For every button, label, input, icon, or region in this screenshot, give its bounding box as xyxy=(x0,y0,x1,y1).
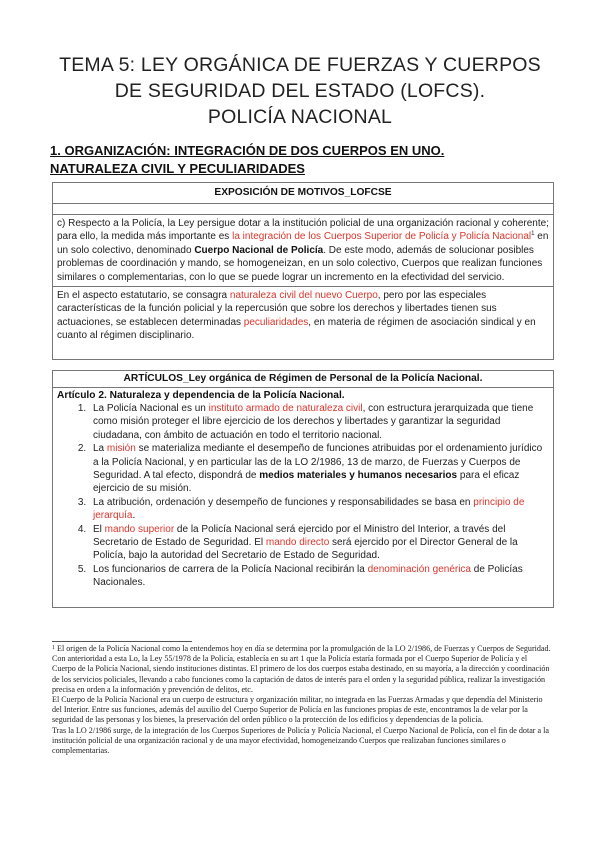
p2-highlight-peculiaridades: peculiaridades xyxy=(243,316,309,328)
item1-highlight: instituto armado de naturaleza civil xyxy=(208,403,363,414)
item3-text-a: La atribución, ordenación y desempeño de funciones y responsabilidades se basa en xyxy=(93,496,474,508)
article-2-list xyxy=(53,402,553,590)
item2-text-e: para el eficaz ejercicio de su misión. xyxy=(93,470,520,495)
motives-paragraph-1 xyxy=(53,215,553,286)
p2-text-c: , pero por las especiales características de la función policial y la repercusión que sobre los derechos y libertades tienen sus actuaciones, se establecen determinadas xyxy=(57,290,497,328)
item3-highlight: principio de jerarquía xyxy=(93,496,525,522)
p2-highlight-naturaleza-civil: naturaleza civil del nuevo Cuerpo xyxy=(229,290,378,302)
item4-text-c: de la Policía Nacional será ejercido por el Ministro del Interior, a través del Secretario de Estado de Seguridad. El xyxy=(93,523,506,549)
list-item xyxy=(89,563,547,590)
document-title xyxy=(40,52,560,130)
footnote-text-1: El origen de la Policía Nacional como la entendemos hoy en día se determina por la promulgación de la LO 2/1986, de Fuerzas y Cuerpos de Seguridad. Con anterioridad a esta Lo, la Ley 55/1978 de la Policía, establecía en su art 1 que la Policía estaría formada por el Cuerpo Superior de Policía y el Cuerpo de la Policía Nacional, siendo instituciones distintas. El primero de los dos cuerpos estaba destinado, en su mayoría, a la dirección y coordinación de los servicios policiales, llevando a cabo funciones como la captación de datos de interés para el orden y la seguridad pública, realizar la investigación precisa en orden a la información y prevención de delitos, etc. xyxy=(52,644,551,694)
item4-highlight-mando-directo: mando directo xyxy=(265,537,330,549)
item1-text-a: La Policía Nacional es un xyxy=(93,403,209,414)
item4-highlight-mando-superior: mando superior xyxy=(104,523,175,535)
item2-bold: medios materiales y humanos necesarios xyxy=(259,470,458,482)
title-line-1: TEMA 5: LEY ORGÁNICA DE FUERZAS Y CUERPOS xyxy=(59,54,541,76)
footnote-ref-1[interactable]: 1 xyxy=(531,231,535,238)
p2-text-a: En el aspecto estatutario, se consagra xyxy=(57,290,230,302)
motives-box xyxy=(52,182,554,360)
articles-box xyxy=(52,370,554,608)
footnote xyxy=(52,644,552,756)
item1-text-c: , con estructura jerarquizada que tiene como misión proteger el libre ejercicio de los derechos y libertades y garantizar la seguridad ciudadana, con ámbito de actuación en todo el territorio nacional. xyxy=(93,403,534,441)
p1-highlight-integration: la integración de los Cuerpos Superior de Policía y Policía Nacional xyxy=(232,231,532,243)
item2-text-a: La xyxy=(93,443,107,455)
p1-text-c: en un solo colectivo, denominado xyxy=(57,231,549,256)
list-item xyxy=(89,523,547,563)
footnote-divider xyxy=(52,641,192,642)
list-item xyxy=(89,402,547,442)
item2-text-c: se materializa mediante el desempeño de funciones atribuidas por el ordenamiento jurídico a la Policía Nacional, y en particular las de la LO 2/1986, 13 de marzo, de Fuerzas y Cuerpos de Seguridad. A tal efecto, dispondrá de xyxy=(93,443,543,482)
p1-text-e: . De este modo, además de solucionar posibles problemas de coordinación y mando, se homogeneizan, en un solo colectivo, Cuerpos que realizan funciones similares o complementarias, con lo que se puede lograr un incremento en la efectividad del servicio. xyxy=(57,244,543,283)
item4-text-e: será ejercido por el Director General de la Policía, bajo la autoridad del Secretario de Estado de Seguridad. xyxy=(93,537,518,562)
title-line-3: POLICÍA NACIONAL xyxy=(207,106,393,128)
item5-highlight: denominación genérica xyxy=(367,563,471,575)
motives-paragraph-2 xyxy=(53,286,553,345)
section-heading-text: 1. ORGANIZACIÓN: INTEGRACIÓN DE DOS CUERPOS EN UNO. NATURALEZA CIVIL Y PECULIARIDADES xyxy=(50,143,445,176)
list-item xyxy=(89,496,547,523)
item4-text-a: El xyxy=(93,523,105,535)
footnote-paragraph-3: Tras la LO 2/1986 surge, de la integración de los Cuerpos Superiores de Policía y Policía Nacional, el Cuerpo Nacional de Policía, con el fin de dotar a la institución policial de una organización racional y de una mayor efectividad, homogeneizando Cuerpos que realizaban funciones similares o complementarias. xyxy=(52,725,549,756)
title-line-2: DE SEGURIDAD DEL ESTADO (LOFCS). xyxy=(114,80,486,102)
item3-text-c: . xyxy=(132,510,136,522)
list-item xyxy=(89,442,547,496)
footnote-number: 1 xyxy=(52,645,55,651)
footnote-paragraph-1 xyxy=(52,644,552,695)
articles-box-header: ARTÍCULOS_Ley orgánica de Régimen de Personal de la Policía Nacional. xyxy=(53,371,553,388)
footnote-paragraph-2: El Cuerpo de la Policía Nacional era un cuerpo de estructura y organización militar, no integrada en las Fuerzas Armadas y que dependía del Ministerio del Interior. Entre sus funciones, además del auxilio del Cuerpo Superior de Policía en las funciones propias de este, encontramos la de velar por la seguridad de las personas y los bienes, la preservación del orden público o la protección de los edificios y dependencias de la policía. xyxy=(52,695,543,725)
motives-box-spacer xyxy=(53,204,553,215)
item2-highlight: misión xyxy=(106,443,136,455)
p1-text-a: c) Respecto a la Policía, la Ley persigue dotar a la institución policial de una organización racional y coherente; para ello, la medida más importante es xyxy=(57,218,549,243)
p1-bold-cuerpo-nacional: Cuerpo Nacional de Policía xyxy=(194,244,324,256)
article-2-title: Artículo 2. Naturaleza y dependencia de la Policía Nacional. xyxy=(57,390,345,401)
motives-box-header: EXPOSICIÓN DE MOTIVOS_LOFCSE xyxy=(53,183,553,204)
section-heading xyxy=(50,142,520,178)
item5-text-a: Los funcionarios de carrera de la Policía Nacional recibirán la xyxy=(93,563,368,575)
item5-text-c: de Policías Nacionales. xyxy=(93,563,523,589)
p2-text-e: , en materia de régimen de asociación sindical y en cuanto al régimen disciplinario. xyxy=(57,316,536,342)
